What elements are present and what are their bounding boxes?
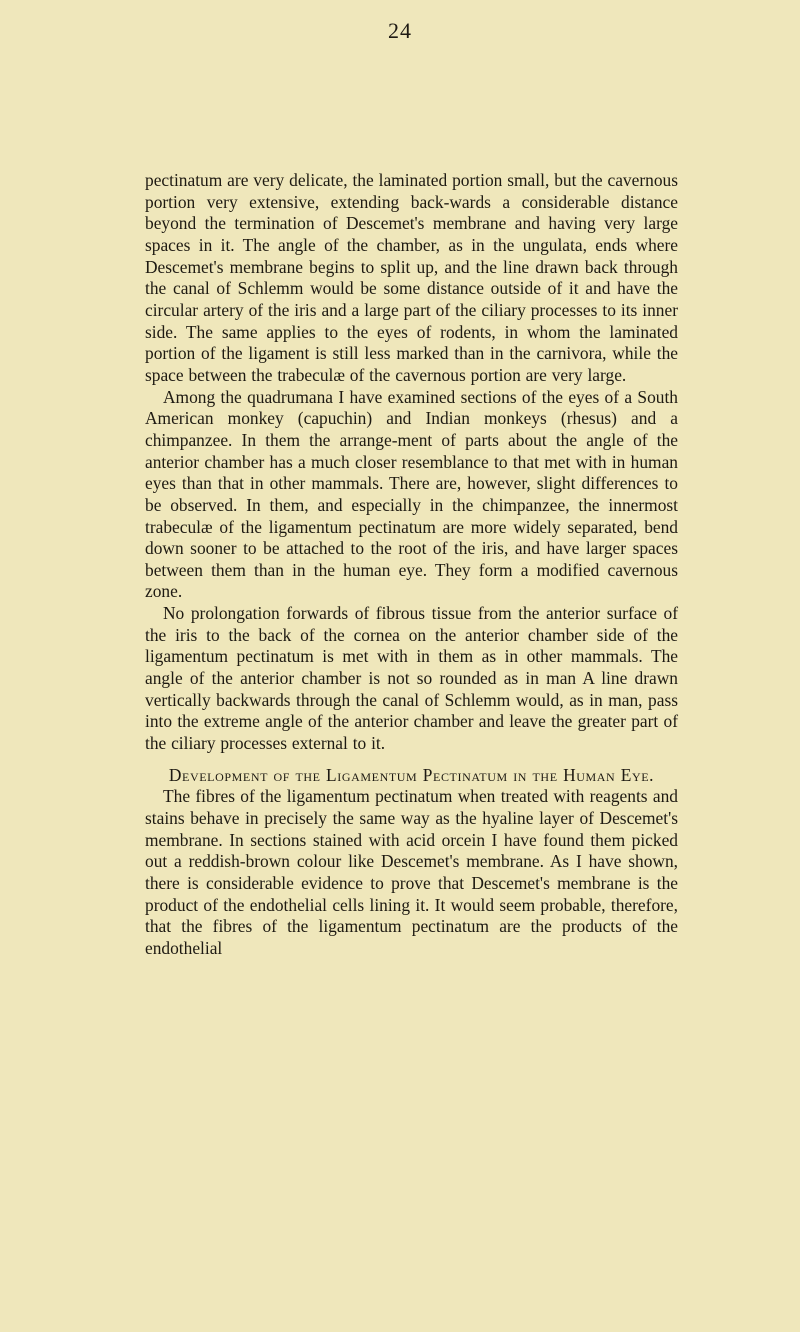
paragraph: No prolongation forwards of fibrous tissue from the anterior surface of the iris to the back of the cornea on the anterior chamber side of the ligamentum pectinatum is met with in them as in other mammals. The angle of the anterior chamber is not so rounded as in man A line drawn vertically backwards through the canal of Schlemm would, as in man, pass into the extreme angle of the anterior chamber and leave the greater part of the ciliary processes external to it.	[145, 603, 678, 754]
body-text	[145, 170, 678, 960]
paragraph: Among the quadrumana I have examined sections of the eyes of a South American monkey (capuchin) and Indian monkeys (rhesus) and a chimpanzee. In them the arrange-ment of parts about the angle of the anterior chamber has a much closer resemblance to that met with in human eyes than that in other mammals. There are, however, slight differences to be observed. In them, and especially in the chimpanzee, the innermost trabeculæ of the ligamentum pectinatum are more widely separated, bend down sooner to be attached to the root of the iris, and have larger spaces between them than in the human eye. They form a modified cavernous zone.	[145, 386, 678, 602]
paragraph: The fibres of the ligamentum pectinatum when treated with reagents and stains behave in precisely the same way as the hyaline layer of Descemet's membrane. In sections stained with acid orcein I have found them picked out a reddish-brown colour like Descemet's membrane. As I have shown, there is considerable evidence to prove that Descemet's membrane is the product of the endothelial cells lining it. It would seem probable, therefore, that the fibres of the ligamentum pectinatum are the products of the endothelial	[145, 786, 678, 958]
paragraph: pectinatum are very delicate, the laminated portion small, but the cavernous portion very extensive, extending back-wards a considerable distance beyond the termination of Descemet's membrane and having very large spaces in it. The angle of the chamber, as in the ungulata, ends where Descemet's membrane begins to split up, and the line drawn back through the canal of Schlemm would be some distance outside of it and have the circular artery of the iris and a large part of the ciliary processes to its inner side. The same applies to the eyes of rodents, in whom the laminated portion of the ligament is still less marked than in the carnivora, while the space between the trabeculæ of the cavernous portion are very large.	[145, 170, 678, 385]
section-heading: Development of the Ligamentum Pectinatum in the Human Eye.	[168, 764, 655, 785]
page-number: 24	[388, 18, 412, 43]
